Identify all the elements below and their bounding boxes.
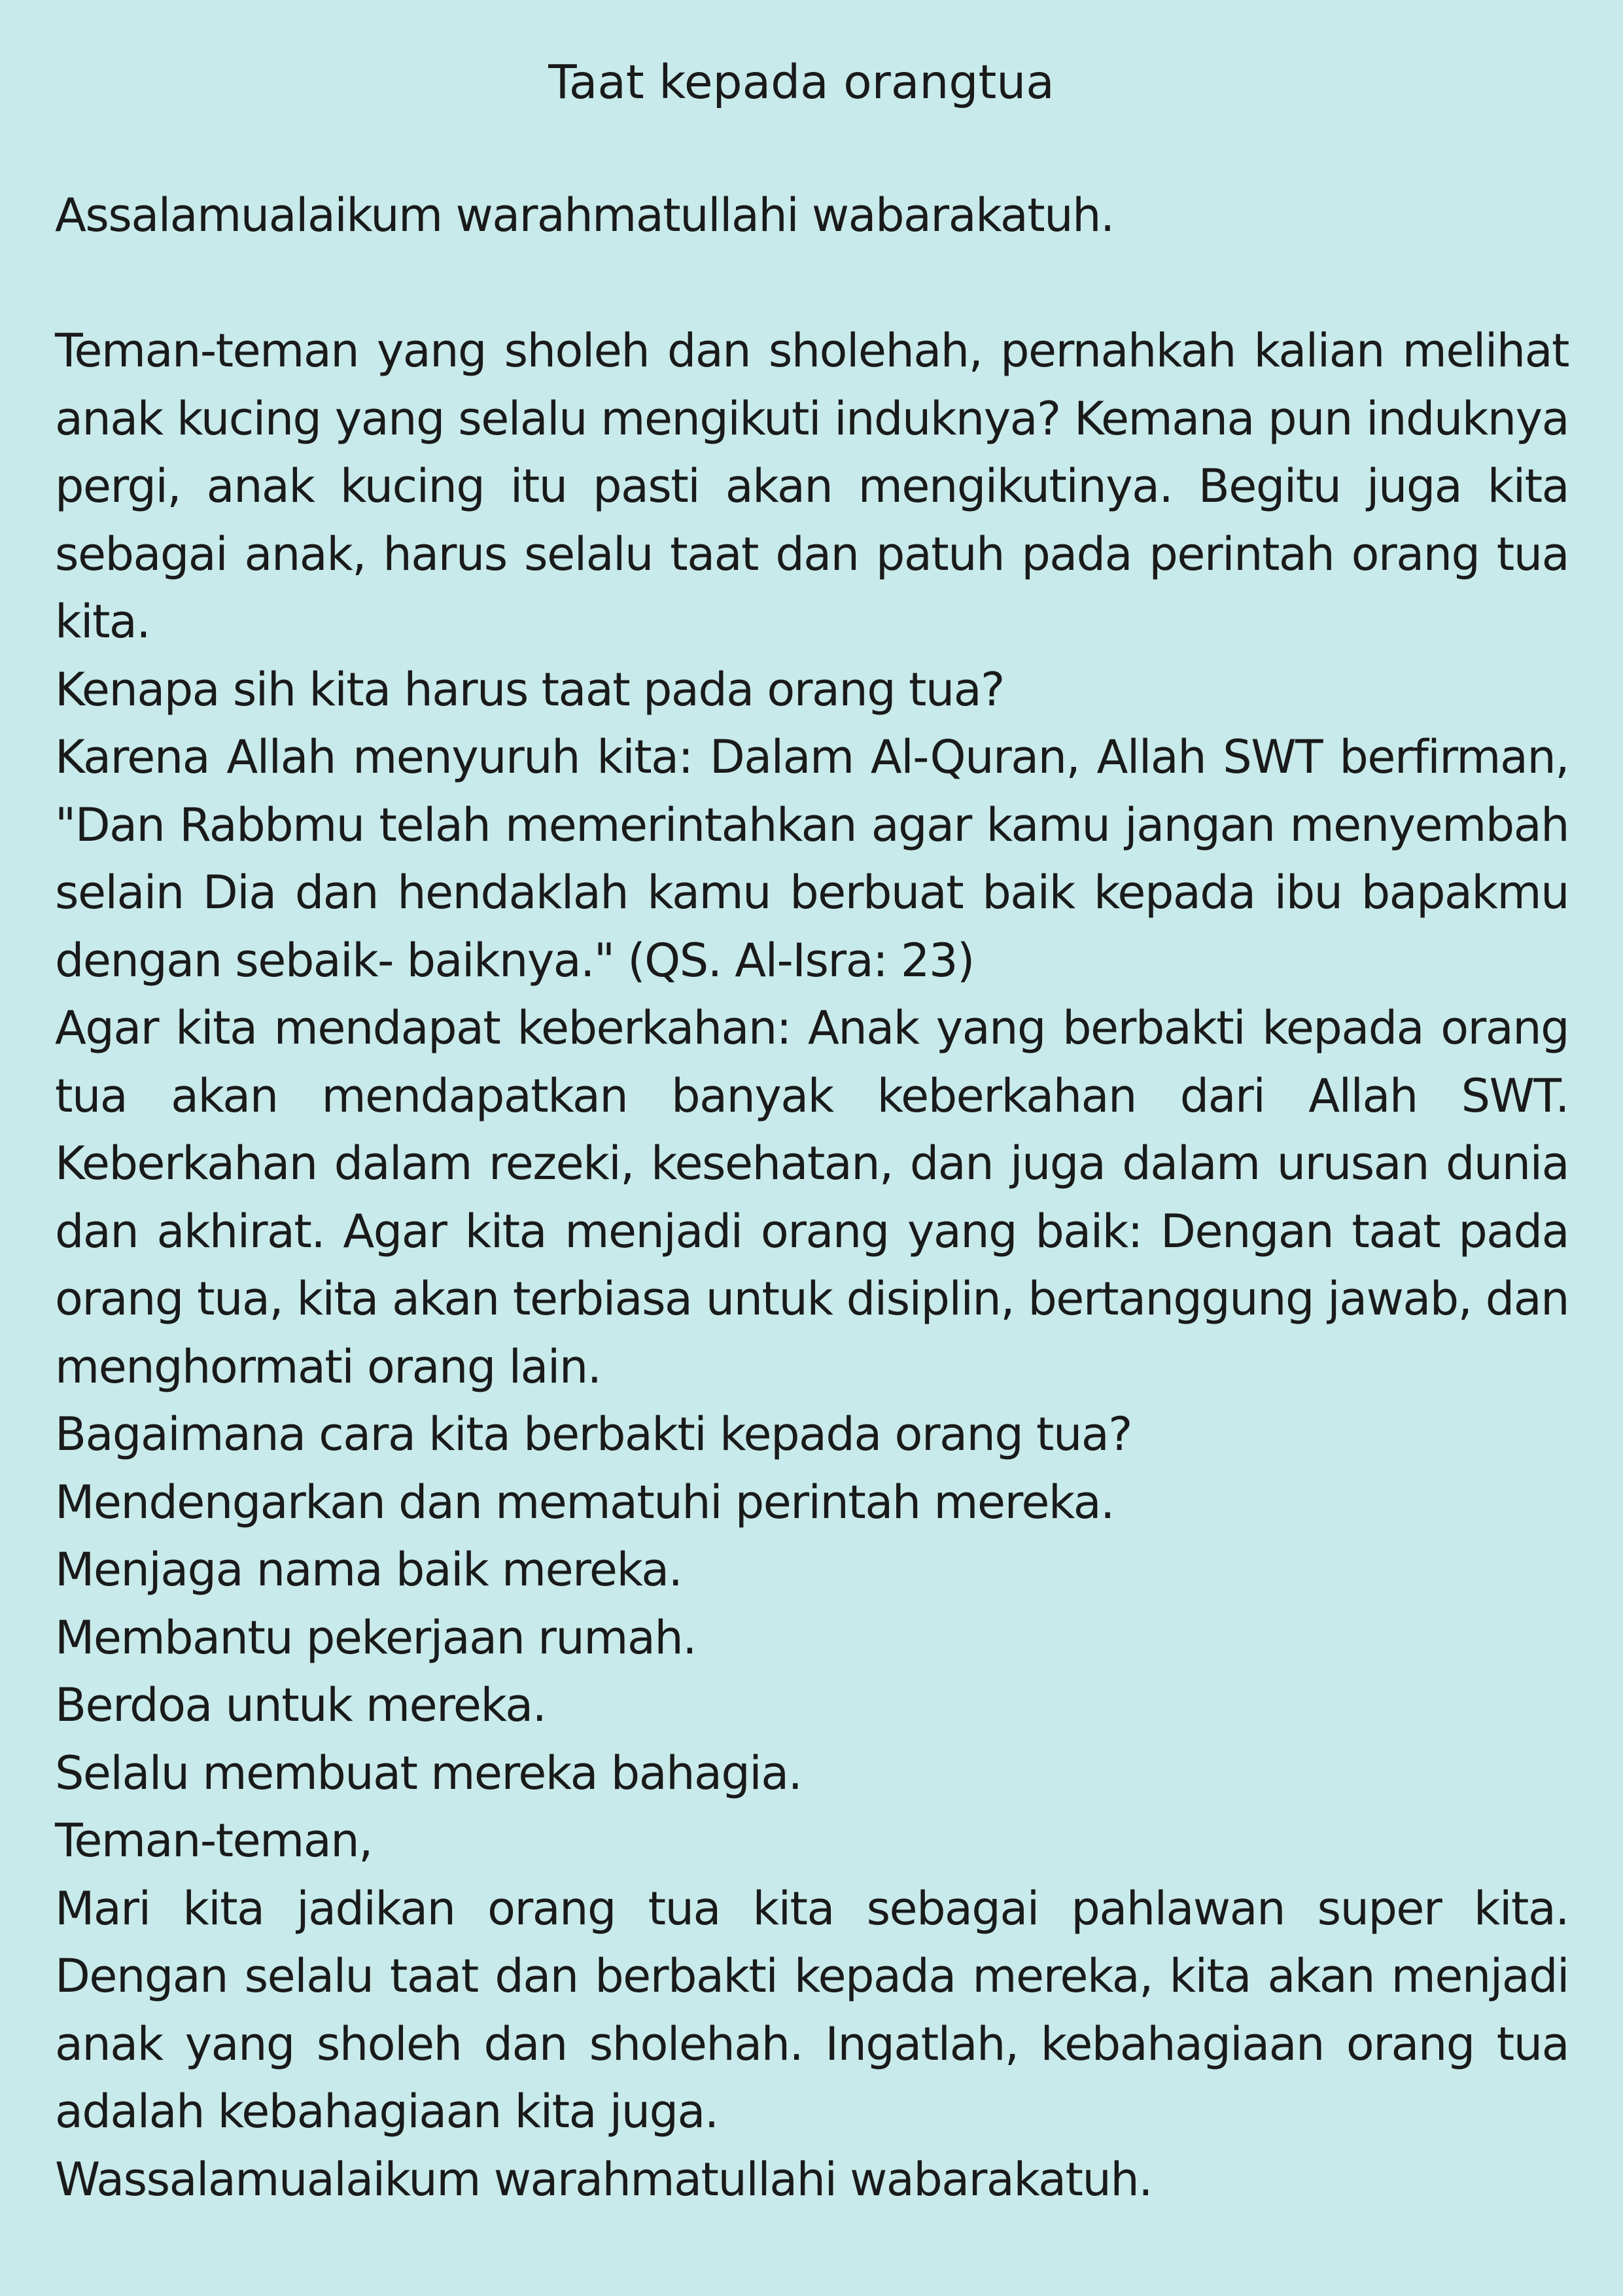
paragraph-farewell: Wassalamualaikum warahmatullahi wabarakatuh.	[55, 2152, 1152, 2206]
greeting-paragraph: Assalamualaikum warahmatullahi wabarakatuh.	[55, 188, 1114, 242]
paragraph-address: Teman-teman,	[55, 1814, 372, 1867]
list-item-happy: Selalu membuat mereka bahagia.	[55, 1746, 802, 1800]
list-item-housework: Membantu pekerjaan rumah.	[55, 1610, 696, 1665]
paragraph-closing: Mari kita jadikan orang tua kita sebagai pahlawan super kita. Dengan selalu taat dan berbakti kepada mereka, kita akan menjadi anak yang sholeh dan sholehah. Ingatlah, kebahagiaan orang tua adalah kebahagiaan kita juga.	[55, 1881, 1569, 2138]
paragraph-reason-blessing: Agar kita mendapat keberkahan: Anak yang berbakti kepada orang tua akan mendapatkan banyak keberkahan dari Allah SWT. Keberkahan dalam rezeki, kesehatan, dan juga dalam urusan dunia dan akhirat. Agar kita menjadi orang yang baik: Dengan taat pada orang tua, kita akan terbiasa untuk disiplin, bertanggung jawab, dan menghormati orang lain.	[55, 1001, 1569, 1394]
paragraph-question-why: Kenapa sih kita harus taat pada orang tua?	[55, 662, 1004, 716]
list-item-pray: Berdoa untuk mereka.	[55, 1678, 546, 1732]
paragraph-intro: Teman-teman yang sholeh dan sholehah, pernahkah kalian melihat anak kucing yang selalu mengikuti induknya? Kemana pun induknya pergi, anak kucing itu pasti akan mengikutinya. Begitu juga kita sebagai anak, harus selalu taat dan patuh pada perintah orang tua kita.	[55, 324, 1569, 648]
list-item-reputation: Menjaga nama baik mereka.	[55, 1543, 682, 1597]
paragraph-reason-allah: Karena Allah menyuruh kita: Dalam Al-Quran, Allah SWT berfirman, "Dan Rabbmu telah memerintahkan agar kamu jangan menyembah selain Dia dan hendaklah kamu berbuat baik kepada ibu bapakmu dengan sebaik- baiknya." (QS. Al-Isra: 23)	[55, 730, 1569, 987]
list-item-listen: Mendengarkan dan mematuhi perintah mereka.	[55, 1475, 1114, 1529]
document-body	[55, 182, 1569, 2214]
paragraph-spacer	[55, 250, 1569, 318]
paragraph-question-how: Bagaimana cara kita berbakti kepada orang tua?	[55, 1407, 1132, 1461]
document-title: Taat kepada orangtua	[548, 55, 1055, 109]
